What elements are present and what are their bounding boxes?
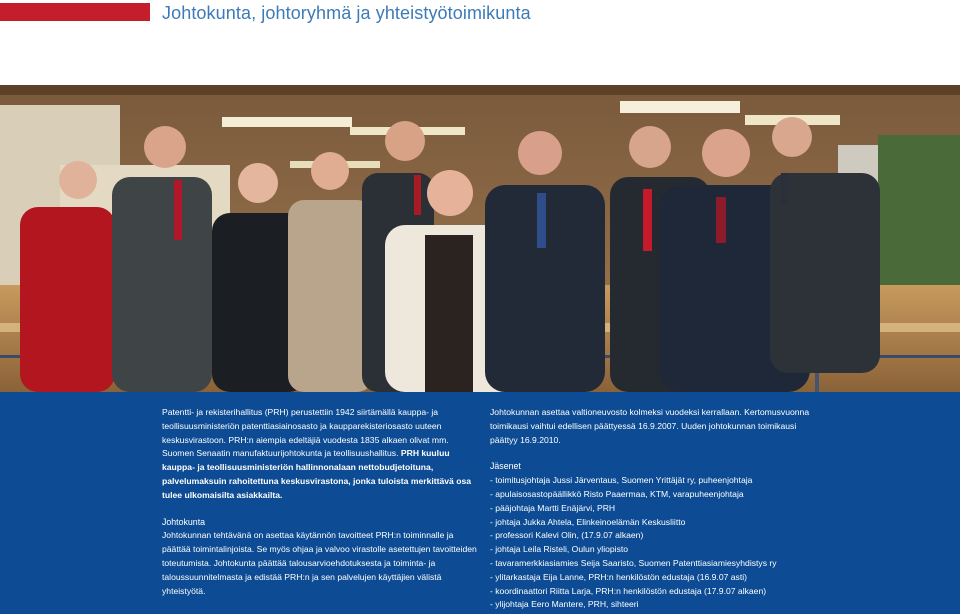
intro-paragraph bbox=[162, 406, 480, 503]
group-photo bbox=[0, 85, 960, 392]
list-item: - professori Kalevi Olin, (17.9.07 alkaen) bbox=[490, 530, 644, 541]
list-item: - ylijohtaja Eero Mantere, PRH, sihteeri bbox=[490, 599, 639, 610]
list-item: - ylitarkastaja Eija Lanne, PRH:n henkilöstön edustaja (16.9.07 asti) bbox=[490, 571, 747, 582]
group-photo-illustration bbox=[0, 85, 960, 392]
list-item: - tavaramerkkiasiamies Seija Saaristo, Suomen Patenttiasiamiesyhdistys ry bbox=[490, 557, 777, 568]
page-title: Johtokunta, johtoryhmä ja yhteistyötoimikunta bbox=[162, 3, 531, 23]
johtokunta-body: Johtokunnan tehtävänä on asettaa käytännön tavoitteet PRH:n toiminnalle ja päättää toimintalinjoista. Se myös ohjaa ja valvoo virastolle asetettujen tavoitteiden toteutumista. Johtokunta päättää talousarvioehdotuksesta ja toiminta- ja taloussuunnitelmasta ja edistää PRH:n ja sen palvelujen käyttäjien välistä yhteistyötä. bbox=[162, 530, 477, 596]
term-paragraph: Johtokunnan asettaa valtioneuvosto kolmeksi vuodeksi kerrallaan. Kertomusvuonna toimikausi vaihtui edellisen päättyessä 16.9.2007. Uuden johtokunnan toimikausi päättyy 16.9.2010. bbox=[490, 407, 810, 445]
list-item: - johtaja Leila Risteli, Oulun yliopisto bbox=[490, 544, 629, 555]
intro-bold-text: PRH kuuluu kauppa- ja teollisuusministeriön hallinnonalaan nettobudjetoituna, palvelumaksuin rahoitettuna keskusvirastona, jonka tuloista merkittävä osa tulee ulkomaisilta asiakkailta. bbox=[162, 448, 472, 500]
right-text-column bbox=[490, 406, 820, 612]
header-accent-bar bbox=[0, 3, 150, 21]
list-item: - johtaja Jukka Ahtela, Elinkeinoelämän Keskusliitto bbox=[490, 516, 686, 527]
list-item: - apulaisosastopäällikkö Risto Paaermaa, KTM, varapuheenjohtaja bbox=[490, 488, 744, 499]
list-item: - pääjohtaja Martti Enäjärvi, PRH bbox=[490, 502, 616, 513]
list-item: - koordinaattori Riitta Larja, PRH:n henkilöstön edustaja (17.9.07 alkaen) bbox=[490, 585, 767, 596]
left-text-column bbox=[162, 406, 480, 598]
list-item: - toimitusjohtaja Jussi Järventaus, Suomen Yrittäjät ry, puheenjohtaja bbox=[490, 475, 753, 486]
members-heading: Jäsenet bbox=[490, 461, 521, 472]
johtokunta-heading: Johtokunta bbox=[162, 516, 206, 527]
members-list bbox=[490, 474, 820, 612]
intro-normal-text: Patentti- ja rekisterihallitus (PRH) perustettiin 1942 siirtämällä kauppa- ja teollisuusministeriön patenttiasiainosasto ja kaupparekisteriosasto uuteen keskusvirastoon. PRH:n aiempia edeltäjiä vuodesta 1835 alkaen olivat mm. Suomen Senaatin manufaktuurijohtokunta ja teollisuushallitus. bbox=[162, 407, 449, 459]
